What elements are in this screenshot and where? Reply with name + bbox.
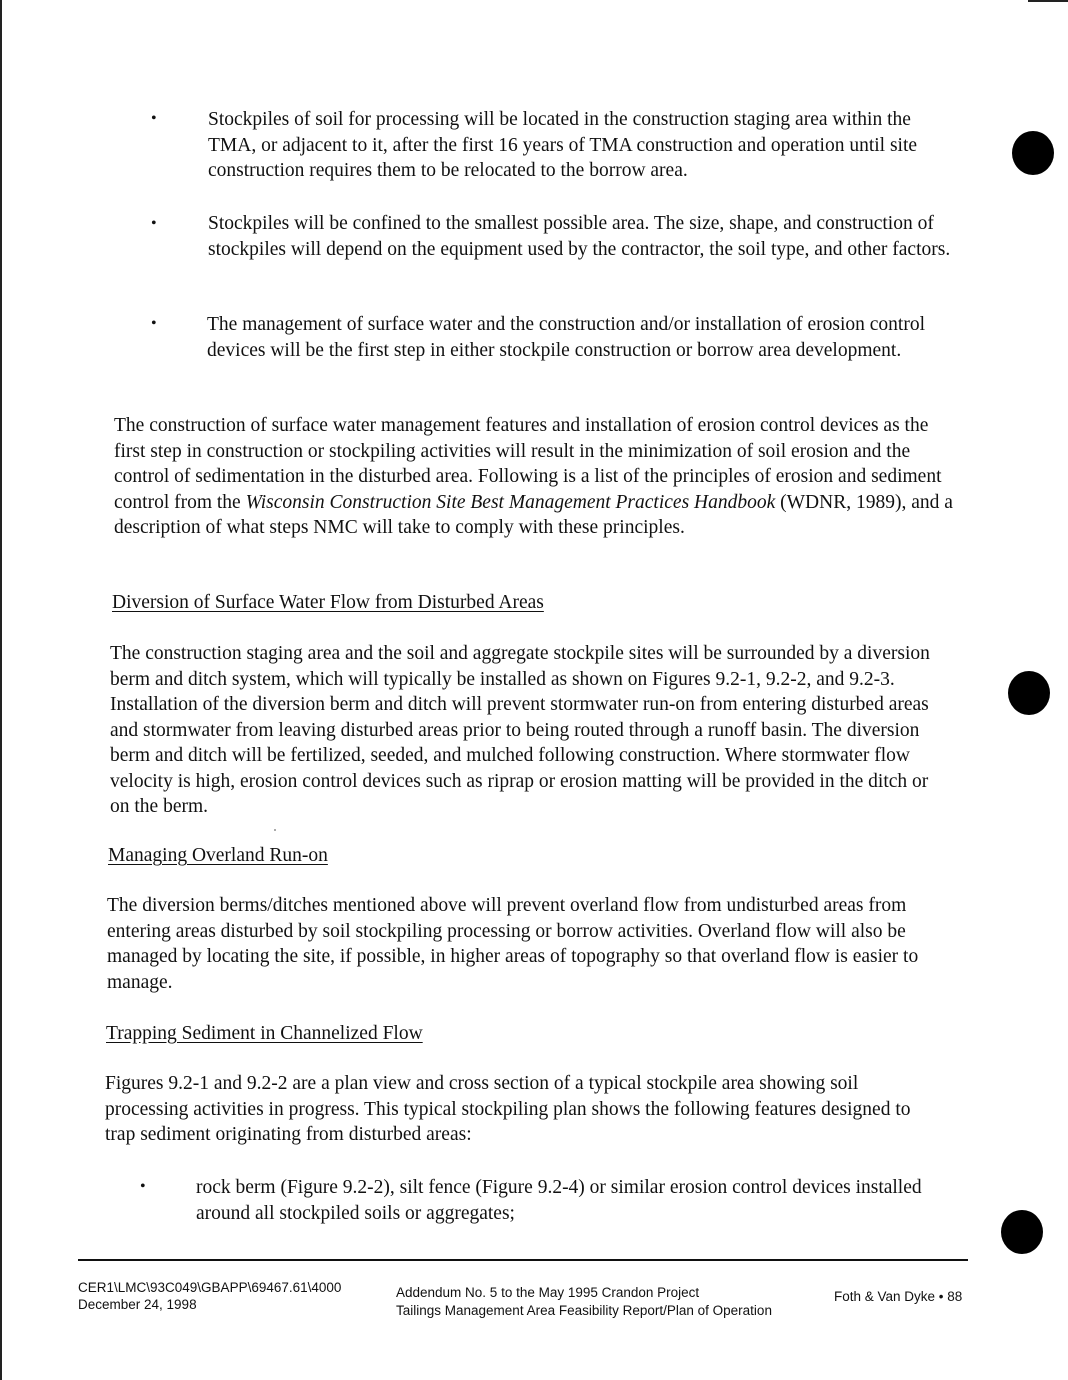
bullet-item-staging: Stockpiles of soil for processing will be located in the construction staging area within the TMA, or adjacent to it, after the first 16 years of TMA construction and operation until site construction requires them to be relocated to the borrow area.: [208, 109, 918, 181]
footer-report-title: Tailings Management Area Feasibility Report/Plan of Operation: [396, 1303, 772, 1318]
punch-hole-icon: [1008, 671, 1050, 715]
footer-page-number: Foth & Van Dyke • 88: [834, 1289, 963, 1304]
footer-date: December 24, 1998: [78, 1297, 197, 1312]
footer-rule: [78, 1259, 968, 1261]
section-body-diversion: The construction staging area and the soil and aggregate stockpile sites will be surrounded by a diversion berm and ditch system, which will typically be installed as shown on Figures 9.2-1, 9.2-2, and 9.2-3. Installation of the diversion berm and ditch will prevent stormwater run-on from entering disturbed areas and stormwater from leaving disturbed areas prior to being routed through a runoff basin. The diversion berm and ditch will be fertilized, seeded, and mulched following construction. Where stormwater flow velocity is high, erosion control devices such as riprap or erosion matting will be provided in the ditch or on the berm.: [110, 643, 930, 817]
handbook-title: Wisconsin Construction Site Best Management Practices Handbook: [245, 491, 776, 513]
intro-text-after: (WDNR, 1989), and a description of what steps NMC will take to comply with these principles.: [114, 491, 953, 538]
footer-file-path: CER1\LMC\93C049\GBAPP\69467.61\4000: [78, 1280, 342, 1295]
section-heading-trapping: Trapping Sediment in Channelized Flow: [106, 1023, 423, 1044]
footer-addendum: Addendum No. 5 to the May 1995 Crandon Project: [396, 1285, 700, 1300]
scan-speck: [274, 829, 276, 831]
section-heading-diversion: Diversion of Surface Water Flow from Disturbed Areas: [112, 592, 544, 613]
bullet-item-rock-berm: rock berm (Figure 9.2-2), silt fence (Figure 9.2-4) or similar erosion control devices installed around all stockpiled soils or aggregates;: [196, 1177, 922, 1224]
bullet-item-confined: Stockpiles will be confined to the smallest possible area. The size, shape, and construction of stockpiles will depend on the equipment used by the contractor, the soil type, and other factors.: [208, 213, 951, 260]
punch-hole-icon: [1001, 1210, 1043, 1254]
scan-left-edge: [0, 0, 2, 1380]
section-body-trapping: Figures 9.2-1 and 9.2-2 are a plan view and cross section of a typical stockpile area showing soil processing activities in progress. This typical stockpiling plan shows the following features designed to trap sediment originating from disturbed areas:: [105, 1073, 911, 1145]
section-heading-overland: Managing Overland Run-on: [108, 845, 328, 866]
scan-top-edge: [1028, 0, 1068, 2]
section-body-overland: The diversion berms/ditches mentioned above will prevent overland flow from undisturbed areas from entering areas disturbed by soil stockpiling processing or borrow activities. Overland flow will also be managed by locating the site, if possible, in higher areas of topography so that overland flow is easier to manage.: [107, 895, 919, 993]
bullet-dot: •: [151, 215, 157, 232]
bullet-item-surface-water: The management of surface water and the construction and/or installation of erosion control devices will be the first step in either stockpile construction or borrow area development.: [207, 314, 926, 361]
intro-text-before: The construction of surface water management features and installation of erosion control devices as the first step in construction or stockpiling activities will result in the minimization of soil erosion and the control of sedimentation in the disturbed area. Following is a list of the principles of erosion and sediment control from the: [114, 415, 942, 513]
punch-hole-icon: [1012, 131, 1054, 175]
bullet-dot: •: [140, 1178, 146, 1195]
intro-paragraph: [114, 413, 954, 541]
bullet-dot: •: [151, 110, 157, 127]
bullet-dot: •: [151, 315, 157, 332]
